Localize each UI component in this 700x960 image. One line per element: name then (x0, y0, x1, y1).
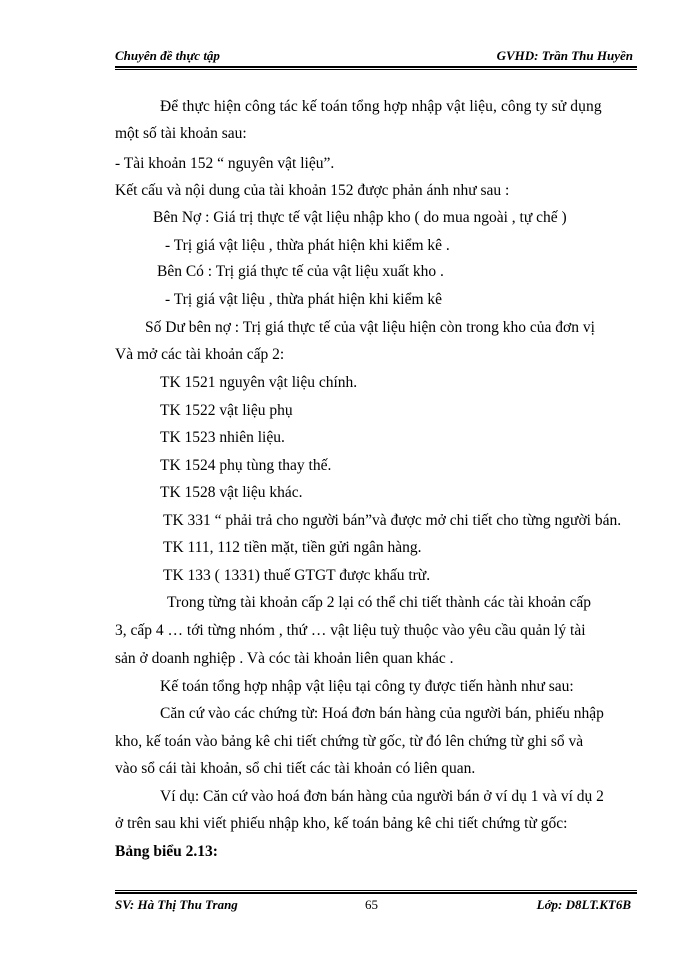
paragraph-line: Ví dụ: Căn cứ vào hoá đơn bán hàng của người bán ở ví dụ 1 và ví dụ 2 (160, 788, 604, 805)
paragraph-line: Số Dư bên nợ : Trị giá thực tế của vật liệu hiện còn trong kho của đơn vị (145, 319, 595, 336)
footer-rule-thin (115, 890, 637, 891)
account-line: TK 1528 vật liệu khác. (160, 484, 303, 501)
paragraph-line: Kết cấu và nội dung của tài khoản 152 được phản ánh như sau : (115, 182, 510, 199)
paragraph-line: 3, cấp 4 … tới từng nhóm , thứ … vật liệu tuỳ thuộc vào yêu cầu quản lý tài (115, 622, 586, 639)
paragraph-line: - Tài khoản 152 “ nguyên vật liệu”. (115, 155, 335, 172)
paragraph-line: - Trị giá vật liệu , thừa phát hiện khi kiểm kê (165, 291, 443, 308)
paragraph-line: kho, kế toán vào bảng kê chi tiết chứng từ gốc, từ đó lên chứng từ ghi sổ và (115, 733, 584, 750)
paragraph-line: Và mở các tài khoản cấp 2: (115, 346, 285, 363)
account-line: TK 1521 nguyên vật liệu chính. (160, 374, 358, 391)
page-footer (115, 897, 635, 915)
footer-student: SV: Hà Thị Thu Trang (115, 897, 238, 912)
account-line: TK 111, 112 tiền mặt, tiền gửi ngân hàng. (163, 539, 422, 556)
paragraph-line: một số tài khoản sau: (115, 125, 247, 142)
paragraph-line: Bên Có : Trị giá thực tế của vật liệu xuất kho . (157, 263, 444, 280)
paragraph-line: Trong từng tài khoản cấp 2 lại có thể chi tiết thành các tài khoản cấp (167, 594, 592, 611)
account-line: TK 133 ( 1331) thuế GTGT được khấu trừ. (163, 567, 431, 584)
paragraph-line: Kế toán tổng hợp nhập vật liệu tại công ty được tiến hành như sau: (160, 678, 574, 695)
header-left: Chuyên đề thực tập (115, 48, 220, 63)
paragraph-line: Để thực hiện công tác kế toán tổng hợp nhập vật liệu, công ty sử dụng (160, 98, 602, 115)
account-line: TK 1524 phụ tùng thay thế. (160, 457, 332, 474)
paragraph-line: vào sổ cái tài khoản, sổ chi tiết các tài khoản có liên quan. (115, 760, 476, 777)
header-rule (115, 66, 637, 68)
header-right: GVHD: Trần Thu Huyền (496, 48, 633, 63)
account-line: TK 1523 nhiên liệu. (160, 429, 285, 446)
account-line: TK 331 “ phải trả cho người bán”và được mở chi tiết cho từng người bán. (163, 512, 622, 529)
header-rule-thin (115, 69, 637, 70)
paragraph-line: - Trị giá vật liệu , thừa phát hiện khi kiểm kê . (165, 237, 450, 254)
paragraph-line: Căn cứ vào các chứng từ: Hoá đơn bán hàng của người bán, phiếu nhập (160, 705, 604, 722)
footer-class: Lớp: D8LT.KT6B (536, 897, 631, 912)
paragraph-line: ở trên sau khi viết phiếu nhập kho, kế toán bảng kê chi tiết chứng từ gốc: (115, 815, 568, 832)
account-line: TK 1522 vật liệu phụ (160, 402, 293, 419)
footer-rule (115, 892, 637, 894)
table-caption: Bảng biểu 2.13: (115, 843, 218, 860)
page-header (115, 46, 635, 66)
paragraph-line: Bên Nợ : Giá trị thực tế vật liệu nhập kho ( do mua ngoài , tự chế ) (153, 209, 567, 226)
paragraph-line: sản ở doanh nghiệp . Và cóc tài khoản liên quan khác . (115, 650, 454, 667)
page-number: 65 (365, 897, 378, 912)
